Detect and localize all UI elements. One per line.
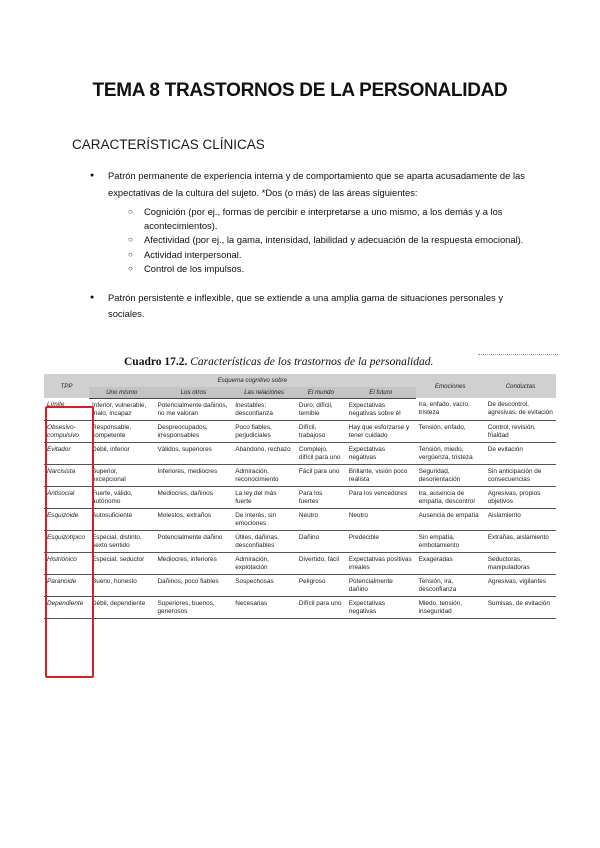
table-cell: Admiración, explotación — [232, 552, 296, 574]
table-cell: Necesarias — [232, 596, 296, 618]
table-row — [44, 420, 556, 442]
table-cell: Predecible — [346, 530, 416, 552]
table-cell: Mediocres, dañinos — [154, 486, 232, 508]
caption-text: Características de los trastornos de la personalidad. — [190, 356, 434, 368]
disorder-name: Narcisista — [44, 464, 89, 486]
table-cell: Admiración, reconocimiento — [232, 464, 296, 486]
table-row — [44, 442, 556, 464]
figure — [44, 356, 556, 619]
personality-table — [44, 374, 556, 619]
disorder-name: Límite — [44, 398, 89, 420]
table-cell: Dañinos, poco fiables — [154, 574, 232, 596]
table-cell: Inferiores, mediocres — [154, 464, 232, 486]
sub-item: ○ Cognición (por ej., formas de percibir e interpretarse a uno mismo, a los demás y a los acontecimientos). — [128, 205, 530, 232]
table-cell: Mediocres, inferiores — [154, 552, 232, 574]
table-cell: Inferior, vulnerable, malo, incapaz — [89, 398, 154, 420]
table-cell: Seguridad, desorientación — [416, 464, 485, 486]
disorder-name: Obsesivo-compulsivo — [44, 420, 89, 442]
table-cell: Débil, dependiente — [89, 596, 154, 618]
table-cell: Difícil, trabajoso — [296, 420, 346, 442]
table-cell: De descontrol, agresivas, de evitación — [485, 398, 556, 420]
table-cell: Dañino — [296, 530, 346, 552]
sub-item: ○ Control de los impulsos. — [128, 262, 530, 276]
table-cell: Especial, distinto, sexto sentido — [89, 530, 154, 552]
highlight-box — [45, 406, 94, 678]
table-cell: Fácil para uno — [296, 464, 346, 486]
table-cell: Exageradas — [416, 552, 485, 574]
table-cell: Autosuficiente — [89, 508, 154, 530]
table-cell: Potencialmente dañinos, no me valoran — [154, 398, 232, 420]
disorder-name: Histriónico — [44, 552, 89, 574]
table-cell: Tensión, enfado, — [416, 420, 485, 442]
table-cell: Extrañas, aislamiento — [485, 530, 556, 552]
table-cell: Sumisas, de evitación — [485, 596, 556, 618]
table-cell: Responsable, competente — [89, 420, 154, 442]
sub-item: ○ Actividad interpersonal. — [128, 248, 530, 262]
table-cell: Expectativas negativas sobre él — [346, 398, 416, 420]
table-cell: Fuerte, válido, autónomo — [89, 486, 154, 508]
table-cell: Útiles, dañinas, desconfiables — [232, 530, 296, 552]
table-cell: Aislamiento — [485, 508, 556, 530]
table-row — [44, 574, 556, 596]
table-row — [44, 596, 556, 618]
table-cell: Superior, excepcional — [89, 464, 154, 486]
table-cell: Neutro — [346, 508, 416, 530]
subheader-cell: Las relaciones — [232, 387, 296, 398]
table-cell: Para los vencedores — [346, 486, 416, 508]
col-tpp: TPP — [44, 374, 89, 398]
table-cell: Difícil para uno — [296, 596, 346, 618]
table-cell: Abandono, rechazo — [232, 442, 296, 464]
disorder-name: Esquizoide — [44, 508, 89, 530]
bullet-item: ● Patrón persistente e inflexible, que se extiende a una amplia gama de situaciones personales y sociales. — [90, 290, 530, 323]
subheader-cell: El futuro — [346, 387, 416, 398]
table-cell: La ley del más fuerte — [232, 486, 296, 508]
table-cell: Miedo, tensión, inseguridad — [416, 596, 485, 618]
bullet-item: ● Patrón permanente de experiencia interna y de comportamiento que se aparta acusadamente de las expectativas de la cultura del sujeto. *Dos (o más) de las áreas siguientes: — [90, 168, 530, 201]
table-row — [44, 486, 556, 508]
table-cell: Potencialmente dañino — [154, 530, 232, 552]
disorder-name: Antisocial — [44, 486, 89, 508]
table-row — [44, 552, 556, 574]
subheader-cell: Los otros — [154, 387, 232, 398]
table-cell: Seductoras, manipuladoras — [485, 552, 556, 574]
table-row — [44, 398, 556, 420]
table-cell: Neutro — [296, 508, 346, 530]
table-cell: Tensión, ira, desconfianza — [416, 574, 485, 596]
table-cell: Expectativas negativas — [346, 596, 416, 618]
table-cell: Sospechosas — [232, 574, 296, 596]
table-cell: De evitación — [485, 442, 556, 464]
subheader-cell: Uno mismo — [89, 387, 154, 398]
table-cell: Control, revisión, frialdad — [485, 420, 556, 442]
table-row — [44, 508, 556, 530]
table-cell: Poco fiables, perjudiciales — [232, 420, 296, 442]
caption-number: Cuadro 17.2. — [124, 356, 188, 368]
subheader-cell: El mundo — [296, 387, 346, 398]
bullet-list — [90, 168, 530, 327]
table-cell: Tensión, miedo, vergüenza, tristeza — [416, 442, 485, 464]
table-cell: Sin empatía, embotamiento — [416, 530, 485, 552]
disorder-name: Evitador — [44, 442, 89, 464]
sub-item: ○ Afectividad (por ej., la gama, intensidad, labilidad y adecuación de la respuesta emocional). — [128, 233, 530, 247]
table-cell: Potencialmente dañino — [346, 574, 416, 596]
disorder-name: Paranoide — [44, 574, 89, 596]
section-heading: CARACTERÍSTICAS CLÍNICAS — [72, 137, 265, 152]
sub-list — [128, 205, 530, 276]
col-esquema: Esquema cognitivo sobre — [89, 374, 416, 387]
table-cell: Divertido, fácil — [296, 552, 346, 574]
table-row — [44, 530, 556, 552]
table-cell: Agresivas, propios objetivos — [485, 486, 556, 508]
col-conductas: Conductas — [485, 374, 556, 398]
table-cell: Expectativas negativas — [346, 442, 416, 464]
table-cell: Peligroso — [296, 574, 346, 596]
table-cell: Superiores, buenos, generosos — [154, 596, 232, 618]
disorder-name: Dependiente — [44, 596, 89, 618]
table-cell: Brillante, visión poco realista — [346, 464, 416, 486]
table-row — [44, 464, 556, 486]
table-cell: Hay que esforzarse y tener cuidado — [346, 420, 416, 442]
table-cell: Sin anticipación de consecuencias — [485, 464, 556, 486]
table-cell: Agresivas, vigilantes — [485, 574, 556, 596]
col-emociones: Emociones — [416, 374, 485, 398]
table-cell: Ausencia de empatía — [416, 508, 485, 530]
table-cell: Bueno, honesto — [89, 574, 154, 596]
table-cell: Válidos, superiores — [154, 442, 232, 464]
disorder-name: Esquizotípico — [44, 530, 89, 552]
table-cell: Duro; difícil, temible — [296, 398, 346, 420]
table-cell: Débil, inferior — [89, 442, 154, 464]
table-cell: De interés, sin emociones — [232, 508, 296, 530]
table-cell: Ira, ausencia de empatía, descontrol — [416, 486, 485, 508]
table-cell: Complejo, difícil para uno — [296, 442, 346, 464]
table-cell: Inestables; desconfianza — [232, 398, 296, 420]
table-cell: Expectativas positivas irreales — [346, 552, 416, 574]
table-cell: Ira, enfado, vacío, tristeza — [416, 398, 485, 420]
table-cell: Especial, seductor — [89, 552, 154, 574]
page-title: TEMA 8 TRASTORNOS DE LA PERSONALIDAD — [92, 80, 508, 101]
table-cell: Despreocupados, irresponsables — [154, 420, 232, 442]
table-cell: Para los fuertes — [296, 486, 346, 508]
table-caption — [44, 356, 556, 374]
table-cell: Molestos, extraños — [154, 508, 232, 530]
